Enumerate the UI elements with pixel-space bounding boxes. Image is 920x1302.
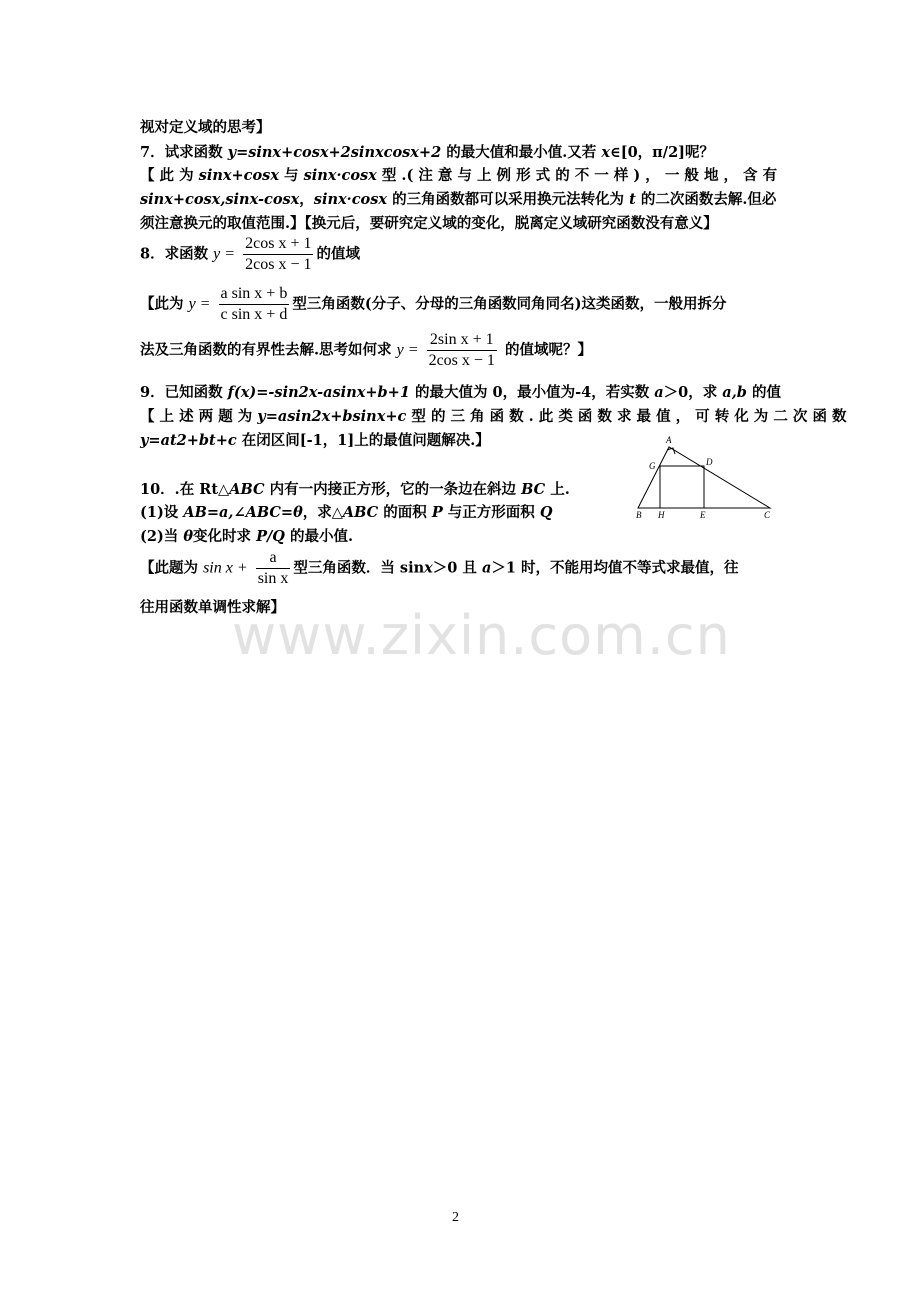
problem-8-statement xyxy=(140,234,782,275)
text: ＞0 且 xyxy=(432,559,482,577)
problem-7-note-line-2 xyxy=(140,188,782,209)
text: 的三角函数都可以采用换元法转化为 xyxy=(387,191,630,208)
formula: Q xyxy=(539,504,553,521)
text: 10．.在 Rt△ xyxy=(140,481,230,498)
text: 与正方形面积 xyxy=(442,504,540,521)
denominator: 2cos x − 1 xyxy=(428,352,495,369)
formula: sinx·cosx xyxy=(303,167,377,184)
text: 与 xyxy=(278,167,304,184)
label-a: A xyxy=(666,435,672,445)
numerator: 2cos x + 1 xyxy=(243,234,313,255)
text: 型 .( 注 意 与 上 例 形 式 的 不 一 样 ) ， 一 般 地 ， 含 有 xyxy=(376,167,778,184)
label-h: H xyxy=(658,510,665,520)
formula: sinx+cosx xyxy=(198,167,279,184)
denominator: 2cos x − 1 xyxy=(245,256,312,273)
text: 的值 xyxy=(746,384,781,401)
problem-10-part-1 xyxy=(140,501,580,522)
problem-8-note-line-1 xyxy=(140,284,782,325)
text: 法及三角函数的有界性去解.思考如何求 xyxy=(140,341,397,359)
formula: x xyxy=(424,559,433,577)
fraction-1 xyxy=(243,234,313,275)
page-number: 2 xyxy=(452,1210,459,1225)
text: ，求△ xyxy=(302,504,343,521)
label-g: G xyxy=(649,461,656,471)
text: 变化时求 xyxy=(193,528,257,545)
formula: a xyxy=(654,384,664,401)
watermark: www.zixin.com.cn xyxy=(232,604,731,667)
formula: θ xyxy=(183,528,194,545)
formula: sinx·cosx xyxy=(313,191,388,208)
formula: t xyxy=(629,191,636,208)
text: 的最小值. xyxy=(284,528,354,545)
problem-7-note-line-3 xyxy=(140,212,782,233)
text: 型 的 三 角 函 数 . 此 类 函 数 求 最 值 ， 可 转 化 为 二 次 函 数 xyxy=(406,408,847,425)
problem-7-statement xyxy=(140,141,782,162)
text: ∈[0，π/2]呢？ xyxy=(610,144,715,161)
expression: sin x + xyxy=(203,559,248,577)
label-d: D xyxy=(706,457,713,467)
text: 【此题为 xyxy=(140,559,204,577)
inscribed-square xyxy=(660,466,704,508)
formula: f(x)=-sin2x-asinx+b+1 xyxy=(227,384,410,401)
text: (2)当 xyxy=(140,528,184,545)
triangle-figure xyxy=(632,434,777,520)
denominator: sin x xyxy=(257,570,289,587)
text: ＞0，求 xyxy=(663,384,723,401)
text: 型三角函数．当 sin xyxy=(293,559,425,577)
problem-10-statement xyxy=(140,478,610,499)
text: (1)设 xyxy=(140,504,184,521)
formula: y=sinx+cosx+2sinxcosx+2 xyxy=(227,144,442,161)
text: 型三角函数(分子、分母的三角函数同角同名)这类函数，一般用拆分 xyxy=(292,295,727,313)
formula: y=asin2x+bsinx+c xyxy=(257,408,407,425)
equation-lhs: y = xyxy=(213,245,236,263)
text: 内有一内接正方形，它的一条边在斜边 xyxy=(264,481,522,498)
text: 的最大值和最小值.又若 xyxy=(441,144,602,161)
text: 【 此 为 xyxy=(140,167,199,184)
text: 7．试求函数 xyxy=(140,144,228,161)
fraction-4 xyxy=(256,548,291,589)
denominator: c sin x + d xyxy=(220,306,288,323)
formula: y=at2+bt+c xyxy=(140,432,237,449)
formula: x xyxy=(601,144,610,161)
text: 的值域 xyxy=(316,245,360,263)
problem-7-note-line-1 xyxy=(140,164,782,185)
formula: ABC xyxy=(342,504,379,521)
formula: P xyxy=(431,504,443,521)
problem-9-statement xyxy=(140,381,782,402)
label-b: B xyxy=(636,510,642,520)
text: 往用函数单调性求解】 xyxy=(140,599,285,616)
text: 须注意换元的取值范围.】【换元后，要研究定义域的变化，脱离定义域研究函数没有意义】 xyxy=(140,215,718,232)
text: 【 上 述 两 题 为 xyxy=(140,408,258,425)
text: 的值域呢？】 xyxy=(499,341,592,359)
text: 上. xyxy=(545,481,570,498)
text: 9．已知函数 xyxy=(140,384,228,401)
numerator: a xyxy=(256,548,291,569)
text: 的面积 xyxy=(378,504,432,521)
equation-lhs: y = xyxy=(396,341,419,359)
problem-10-note-line-1 xyxy=(140,548,782,589)
text: 在闭区间[-1，1]上的最值问题解决.】 xyxy=(236,432,490,449)
text: 【此为 xyxy=(140,295,189,313)
text: ， xyxy=(299,191,314,208)
formula: P/Q xyxy=(256,528,285,545)
label-e: E xyxy=(700,510,706,520)
text: ＞1 时，不能用均值不等式求最值，往 xyxy=(491,559,739,577)
continuation-text: 视对定义域的思考】 xyxy=(140,119,271,136)
formula: AB=a,∠ABC=θ xyxy=(183,504,303,521)
numerator: a sin x + b xyxy=(219,284,290,305)
formula: BC xyxy=(521,481,546,498)
numerator: 2sin x + 1 xyxy=(427,330,497,351)
fraction-2 xyxy=(219,284,290,325)
text: 8．求函数 xyxy=(140,245,214,263)
problem-8-note-line-2 xyxy=(140,330,782,371)
formula: a,b xyxy=(722,384,747,401)
formula: sinx+cosx,sinx-cosx xyxy=(140,191,300,208)
text-line-1 xyxy=(140,116,782,137)
formula: ABC xyxy=(229,481,265,498)
formula: a xyxy=(481,559,492,577)
text: 的最大值为 0，最小值为-4，若实数 xyxy=(409,384,655,401)
label-c: C xyxy=(764,510,771,520)
problem-10-part-2 xyxy=(140,525,580,546)
equation-lhs: y = xyxy=(188,295,211,313)
text: 的二次函数去解.但必 xyxy=(635,191,777,208)
fraction-3 xyxy=(427,330,497,371)
problem-9-note-line-1 xyxy=(140,405,847,426)
